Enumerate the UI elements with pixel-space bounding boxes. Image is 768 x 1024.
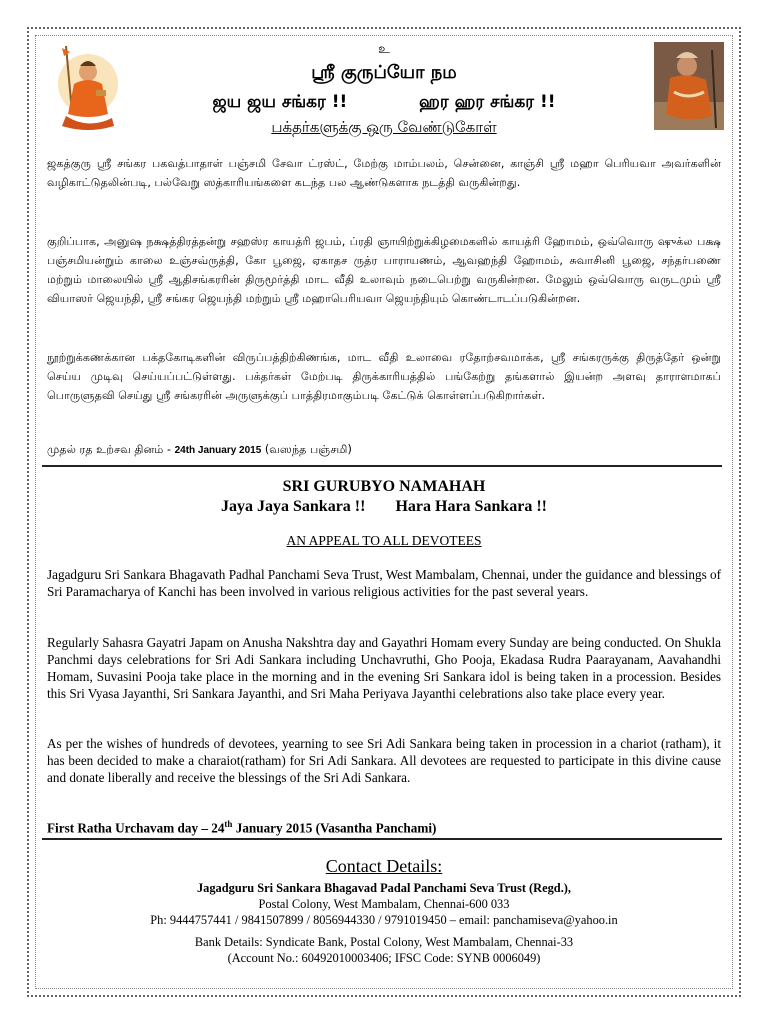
bank-account-details: (Account No.: 60492010003406; IFSC Code: SYNB 0006049) <box>227 951 541 965</box>
contact-heading: Contact Details: <box>325 856 443 876</box>
appeal-heading: AN APPEAL TO ALL DEVOTEES <box>286 533 482 548</box>
first-ratha-superscript: th <box>224 819 233 829</box>
tamil-subheading: பக்தர்களுக்கு ஒரு வேண்டுகோள் <box>271 118 497 136</box>
tamil-jaya-text: ஜய ஜய சங்கர !! <box>212 92 348 112</box>
tamil-paragraph-2: குறிப்பாக, அனுஷ நக்ஷத்திரத்தன்று சஹஸ்ர காயத்ரி ஜபம், ப்ரதி ஞாயிற்றுக்கிழமைகளில் காயத்ரி ஹோமம், ஒவ்வொரு ஷுக்ல பக்ஷ பஞ்சமியன்றும் காலை உஞ்சவ்ருத்தி, கோ பூஜை, ஏகாதச ருத்ர பாராயணம், ஆவஹந்தி ஹோமம், சுவாசினி பூஜை, சந்தர்பணை மற்றும் மாலையில் ஸ்ரீ ஆதிசங்கரரின் திருமூர்த்தி மாட வீதி உலாவும் நடைபெற்று வருகின்றன. மேலும் ஒவ்வொரு வருடமும் ஸ்ரீ வியாஸர் ஜெயந்தி, ஸ்ரீ சங்கர ஜெயந்தி மற்றும் ஸ்ரீ மஹாபெரியவா ஜெயந்தியும் கொண்டாடப்படுகின்றன. <box>47 235 721 305</box>
contact-trust-name: Jagadguru Sri Sankara Bhagavad Padal Panchami Seva Trust (Regd.), <box>196 881 572 895</box>
english-paragraph-3: As per the wishes of hundreds of devotees, yearning to see Sri Adi Sankara being taken in procession in a chariot (ratham), it has been decided to make a charaiot(ratham) for Sri Adi Sankara. All devotees are requested to participate in this divine cause and donate liberally and receive the blessings of the Sri Adi Sankara. <box>47 736 721 785</box>
first-ratha-text-b: January 2015 (Vasantha Panchami) <box>232 820 437 836</box>
english-paragraph-1: Jagadguru Sri Sankara Bhagavath Padhal Panchami Seva Trust, West Mambalam, Chennai, under the guidance and blessings of Sri Paramacharya of Kanchi has been involved in various religious activities for the past several years. <box>47 567 721 599</box>
tamil-salutation-line <box>0 92 768 114</box>
tamil-paragraph-3: நூற்றுக்கணக்கான பக்தகோடிகளின் விருப்பத்திற்கிணங்க, மாட வீதி உலாவை ரதோற்சவமாக்க, ஸ்ரீ சங்கரருக்கு திருத்தேர் ஒன்று செய்ய முடிவு செய்யப்பட்டுள்ளது. பக்தர்கள் மேற்படி திருக்காரியத்தில் பங்கேற்று தங்களால் இயன்ற அளவு தாராளமாகப் பொருளுதவி செய்து ஸ்ரீ சங்கரரின் அருளுக்குப் பாத்திரமாகும்படி கேட்டுக் கொள்ளப்படுகிறார்கள். <box>47 351 721 402</box>
contact-phone-email: Ph: 9444757441 / 9841507899 / 8056944330 / 9791019450 – email: panchamiseva@yahoo.in <box>150 913 618 927</box>
tamil-date-english: 24th January 2015 <box>174 445 262 456</box>
first-ratha-date <box>47 816 721 836</box>
english-jaya-text: Jaya Jaya Sankara !! <box>221 498 366 515</box>
section-divider-bottom <box>42 838 722 840</box>
tamil-date-prefix: முதல் ரத உற்சவ தினம் - <box>47 443 172 456</box>
section-divider-top <box>42 465 722 467</box>
tamil-heading: ஸ்ரீ குருப்யோ நம <box>311 62 457 83</box>
english-paragraph-2: Regularly Sahasra Gayatri Japam on Anusha Nakshtra day and Gayathri Homam every Sunday are being conducted. On Shukla Panchmi days celebrations for Sri Adi Sankara including Unchavruthi, Gho Pooja, Ekadasa Rudra Paarayanam, Aavahandhi Homam, Suvasini Pooja take place in the morning and in the evening Sri Sankara idol is being taken in a procession. Besides this Sri Vyasa Jayanthi, Sri Sankara Jayanthi, and Sri Maha Periyava Jayanthi celebrations also take place every year. <box>47 635 721 701</box>
english-salutation-line <box>0 498 768 516</box>
bank-details: Bank Details: Syndicate Bank, Postal Colony, West Mambalam, Chennai-33 <box>194 935 574 949</box>
tamil-ratha-date <box>47 440 721 460</box>
tamil-date-suffix: (வஸந்த பஞ்சமி) <box>264 443 352 456</box>
tamil-paragraph-1: ஜகத்குரு ஸ்ரீ சங்கர பகவத்பாதாள் பஞ்சமி சேவா ட்ரஸ்ட், மேற்கு மாம்பலம், சென்னை, காஞ்சி ஸ்ரீ மஹா பெரியவா அவர்களின் வழிகாட்டுதலின்படி, பல்வேறு ஸத்காரியங்களை கடந்த பல ஆண்டுகளாக நடத்தி வருகின்றது. <box>47 157 721 189</box>
invocation-symbol: உ <box>378 42 390 57</box>
english-hara-text: Hara Hara Sankara !! <box>395 498 547 515</box>
tamil-hara-text: ஹர ஹர சங்கர !! <box>419 92 556 112</box>
english-title: SRI GURUBYO NAMAHAH <box>282 478 486 495</box>
first-ratha-text-a: First Ratha Urchavam day – 24 <box>47 820 225 836</box>
contact-address: Postal Colony, West Mambalam, Chennai-600 033 <box>258 897 510 911</box>
